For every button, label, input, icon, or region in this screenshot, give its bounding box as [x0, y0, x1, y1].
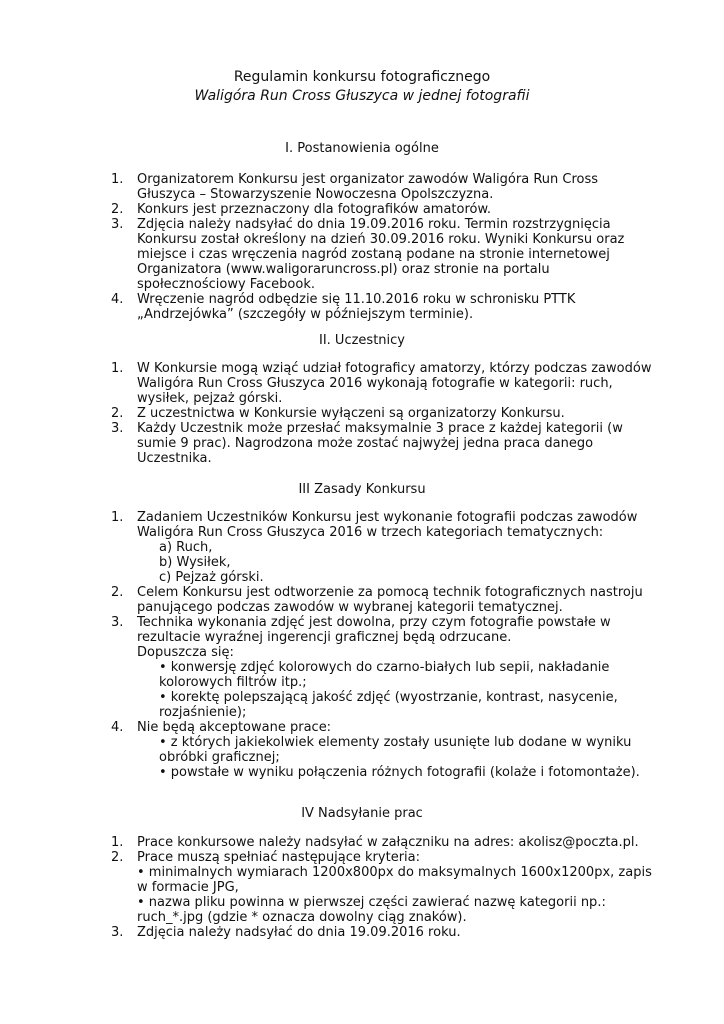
item-number: 3.: [111, 217, 124, 232]
list-item: [111, 850, 656, 925]
item-text: Prace konkursowe należy nadsyłać w załączniku na adres: akolisz@poczta.pl.: [137, 835, 639, 850]
item-number: 2.: [111, 406, 124, 421]
section-list: [111, 835, 656, 940]
item-text: Zdjęcia należy nadsyłać do dnia 19.09.2016 roku. Termin rozstrzygnięcia Konkursu został określony na dzień 30.09.2016 roku. Wyniki Konkursu oraz miejsce i czas wręczenia nagród zostaną podane na stronie internetowej Organizatora (www.waligoraruncross.pl) oraz stronie na portalu społecznościowy Facebook.: [137, 217, 625, 292]
list-item: [111, 835, 656, 850]
list-item: [111, 615, 656, 720]
section-heading: I. Postanowienia ogólne: [285, 141, 439, 156]
list-item: [111, 202, 656, 217]
list-item: [111, 585, 656, 615]
section-heading: IV Nadsyłanie prac: [301, 806, 423, 821]
item-number: 1.: [111, 510, 124, 525]
item-text: Każdy Uczestnik może przesłać maksymalnie 3 prace z każdej kategorii (w sumie 9 prac). Nagrodzona może zostać najwyżej jedna praca danego Uczestnika.: [137, 421, 623, 466]
item-number: 3.: [111, 615, 124, 630]
sub-item: a) Ruch,: [159, 540, 213, 555]
item-number: 1.: [111, 361, 124, 376]
section-list: [111, 172, 656, 322]
item-text: Prace muszą spełniać następujące kryteria:: [137, 850, 420, 865]
document-title: Regulamin konkursu fotograficznego: [233, 69, 491, 85]
list-item: [111, 172, 656, 202]
item-text: Zdjęcia należy nadsyłać do dnia 19.09.2016 roku.: [137, 925, 461, 940]
item-text: Celem Konkursu jest odtworzenie za pomocą technik fotograficznych nastroju panującego podczas zawodów w wybranej kategorii tematycznej.: [137, 585, 643, 615]
list-item: [111, 720, 656, 780]
item-text: Technika wykonania zdjęć jest dowolna, przy czym fotografie powstałe w rezultacie wyraźnej ingerencji graficznej będą odrzucane.: [137, 615, 611, 645]
list-item: [111, 292, 656, 322]
item-number: 4.: [111, 292, 124, 307]
item-text: Nie będą akceptowane prace:: [137, 720, 332, 735]
item-text: Zadaniem Uczestników Konkursu jest wykonanie fotografii podczas zawodów Waligóra Run Cross Głuszyca 2016 w trzech kategoriach tematycznych:: [137, 510, 638, 540]
item-number: 4.: [111, 720, 124, 735]
item-text: Organizatorem Konkursu jest organizator zawodów Waligóra Run Cross Głuszyca – Stowarzyszenie Nowoczesna Opolszczyzna.: [137, 172, 599, 202]
bullet-item: • minimalnych wymiarach 1200x800px do maksymalnych 1600x1200px, zapis w formacie JPG,: [137, 865, 652, 895]
list-item: [111, 925, 656, 940]
section-heading: II. Uczestnicy: [319, 333, 405, 348]
bullet-item: • korektę polepszającą jakość zdjęć (wyostrzanie, kontrast, nasycenie, rozjaśnienie);: [159, 690, 618, 720]
list-item: [111, 406, 656, 421]
section-list: [111, 510, 656, 780]
section-list: [111, 361, 656, 466]
item-number: 3.: [111, 925, 124, 940]
bullet-item: • z których jakiekolwiek elementy zostały usunięte lub dodane w wyniku obróbki graficznej;: [159, 735, 632, 765]
item-number: 2.: [111, 585, 124, 600]
list-item: [111, 217, 656, 292]
list-item: [111, 421, 656, 466]
sub-item: b) Wysiłek,: [159, 555, 231, 570]
item-extra-text: Dopuszcza się:: [137, 645, 234, 660]
item-number: 2.: [111, 202, 124, 217]
item-text: Wręczenie nagród odbędzie się 11.10.2016 roku w schronisku PTTK „Andrzejówka” (szczegóły w późniejszym terminie).: [137, 292, 576, 322]
document-subtitle: Waligóra Run Cross Głuszyca w jednej fotografii: [194, 88, 530, 104]
bullet-item: • nazwa pliku powinna w pierwszej części zawierać nazwę kategorii np.: ruch_*.jpg (gdzie * oznacza dowolny ciąg znaków).: [137, 895, 606, 925]
item-number: 3.: [111, 421, 124, 436]
item-number: 1.: [111, 835, 124, 850]
bullet-item: • powstałe w wyniku połączenia różnych fotografii (kolaże i fotomontaże).: [159, 765, 640, 780]
sub-item: c) Pejzaż górski.: [159, 570, 264, 585]
item-number: 1.: [111, 172, 124, 187]
list-item: [111, 510, 656, 585]
item-text: W Konkursie mogą wziąć udział fotograficy amatorzy, którzy podczas zawodów Waligóra Run Cross Głuszyca 2016 wykonają fotografie w kategorii: ruch, wysiłek, pejzaż górski.: [137, 361, 652, 406]
item-number: 2.: [111, 850, 124, 865]
section-heading: III Zasady Konkursu: [298, 482, 426, 497]
list-item: [111, 361, 656, 406]
item-text: Z uczestnictwa w Konkursie wyłączeni są organizatorzy Konkursu.: [137, 406, 565, 421]
item-text: Konkurs jest przeznaczony dla fotografików amatorów.: [137, 202, 492, 217]
bullet-item: • konwersję zdjęć kolorowych do czarno-białych lub sepii, nakładanie kolorowych filtrów itp.;: [159, 660, 610, 690]
